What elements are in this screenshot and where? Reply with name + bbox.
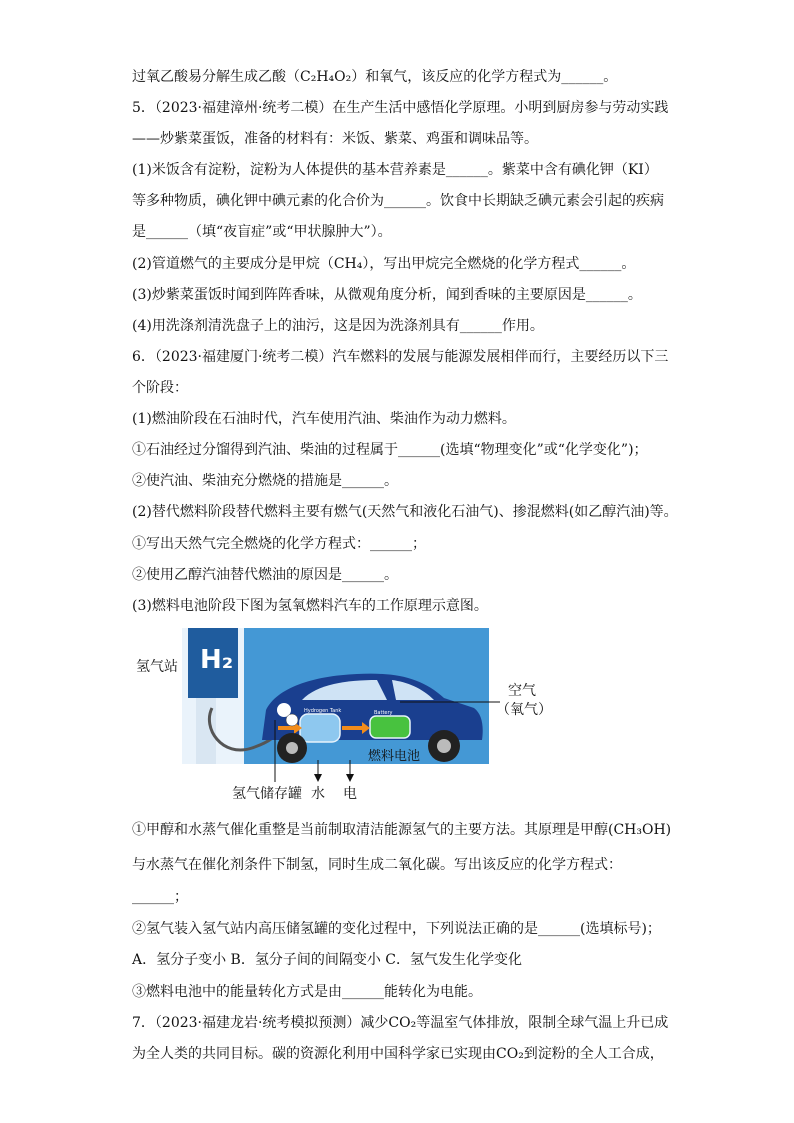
oxygen-label: （氧气） <box>496 702 552 718</box>
line-13: ②使汽油、柴油充分燃烧的措施是______。 <box>132 473 398 489</box>
line2-3: ②氢气装入氢气站内高压储氢罐的变化过程中，下列说法正确的是______(选填标号)； <box>132 921 661 937</box>
station-label: 氢气站 <box>136 659 178 675</box>
line-9: 6．（2023·福建厦门·统考二模）汽车燃料的发展与能源发展相伴而行，主要经历以下三 <box>132 349 669 365</box>
line-1: 5．（2023·福建漳州·统考二模）在生产生活中感悟化学原理。小明到厨房参与劳动实践 <box>132 100 669 116</box>
water-label: 水 <box>311 786 325 802</box>
line-11: (1)燃油阶段在石油时代，汽车使用汽油、柴油作为动力燃料。 <box>132 411 516 427</box>
tank-label: 氢气储存罐 <box>232 786 302 802</box>
line-17: (3)燃料电池阶段下图为氢氧燃料汽车的工作原理示意图。 <box>132 598 488 614</box>
electricity-label: 电 <box>343 786 357 802</box>
line-3: (1)米饭含有淀粉，淀粉为人体提供的基本营养素是______。紫菜中含有碘化钾（KI） <box>132 162 658 178</box>
line-15: ①写出天然气完全燃烧的化学方程式：______； <box>132 536 426 552</box>
line2-7: 为全人类的共同目标。碳的资源化利用中国科学家已实现由CO₂到淀粉的全人工合成， <box>132 1046 664 1062</box>
line-16: ②使用乙醇汽油替代燃油的原因是______。 <box>132 567 398 583</box>
line-5: 是______（填“夜盲症”或“甲状腺肿大”）。 <box>132 224 392 240</box>
line-4: 等多种物质，碘化钾中碘元素的化合价为______。饮食中长期缺乏碘元素会引起的疾病 <box>132 193 664 209</box>
line2-1: 与水蒸气在催化剂条件下制氢，同时生成二氧化碳。写出该反应的化学方程式： <box>132 857 622 873</box>
battery-text: Battery <box>374 710 393 716</box>
fuel-cell-label: 燃料电池 <box>368 749 421 764</box>
line-10: 个阶段： <box>132 380 188 396</box>
air-label: 空气 <box>508 683 536 699</box>
line-8: (4)用洗涤剂清洗盘子上的油污，这是因为洗涤剂具有______作用。 <box>132 318 544 334</box>
h2-sign: H₂ <box>200 645 234 675</box>
line-6: (2)管道燃气的主要成分是甲烷（CH₄），写出甲烷完全燃烧的化学方程式______。 <box>132 256 636 272</box>
line-7: (3)炒紫菜蛋饭时闻到阵阵香味，从微观角度分析，闻到香味的主要原因是______。 <box>132 287 642 303</box>
line2-6: 7．（2023·福建龙岩·统考模拟预测）减少CO₂等温室气体排放，限制全球气温上升已成 <box>132 1015 669 1031</box>
line2-4: A．氢分子变小 B．氢分子间的间隔变小 C．氢气发生化学变化 <box>132 952 523 968</box>
line-0: 过氧乙酸易分解生成乙酸（C₂H₄O₂）和氧气，该反应的化学方程式为______。 <box>132 69 618 85</box>
line2-5: ③燃料电池中的能量转化方式是由______能转化为电能。 <box>132 984 482 1000</box>
line-12: ①石油经过分馏得到汽油、柴油的过程属于______(选填“物理变化”或“化学变化”)； <box>132 442 648 458</box>
line2-0: ①甲醇和水蒸气催化重整是当前制取清洁能源氢气的主要方法。其原理是甲醇(CH₃OH) <box>132 822 672 838</box>
line2-2: ______； <box>132 889 188 905</box>
line-14: (2)替代燃料阶段替代燃料主要有燃气(天然气和液化石油气)、掺混燃料(如乙醇汽油)等。 <box>132 504 678 520</box>
tank-text: Hydrogen Tank <box>304 708 342 714</box>
line-2: ——炒紫菜蛋饭，准备的材料有：米饭、紫菜、鸡蛋和调味品等。 <box>132 131 538 147</box>
